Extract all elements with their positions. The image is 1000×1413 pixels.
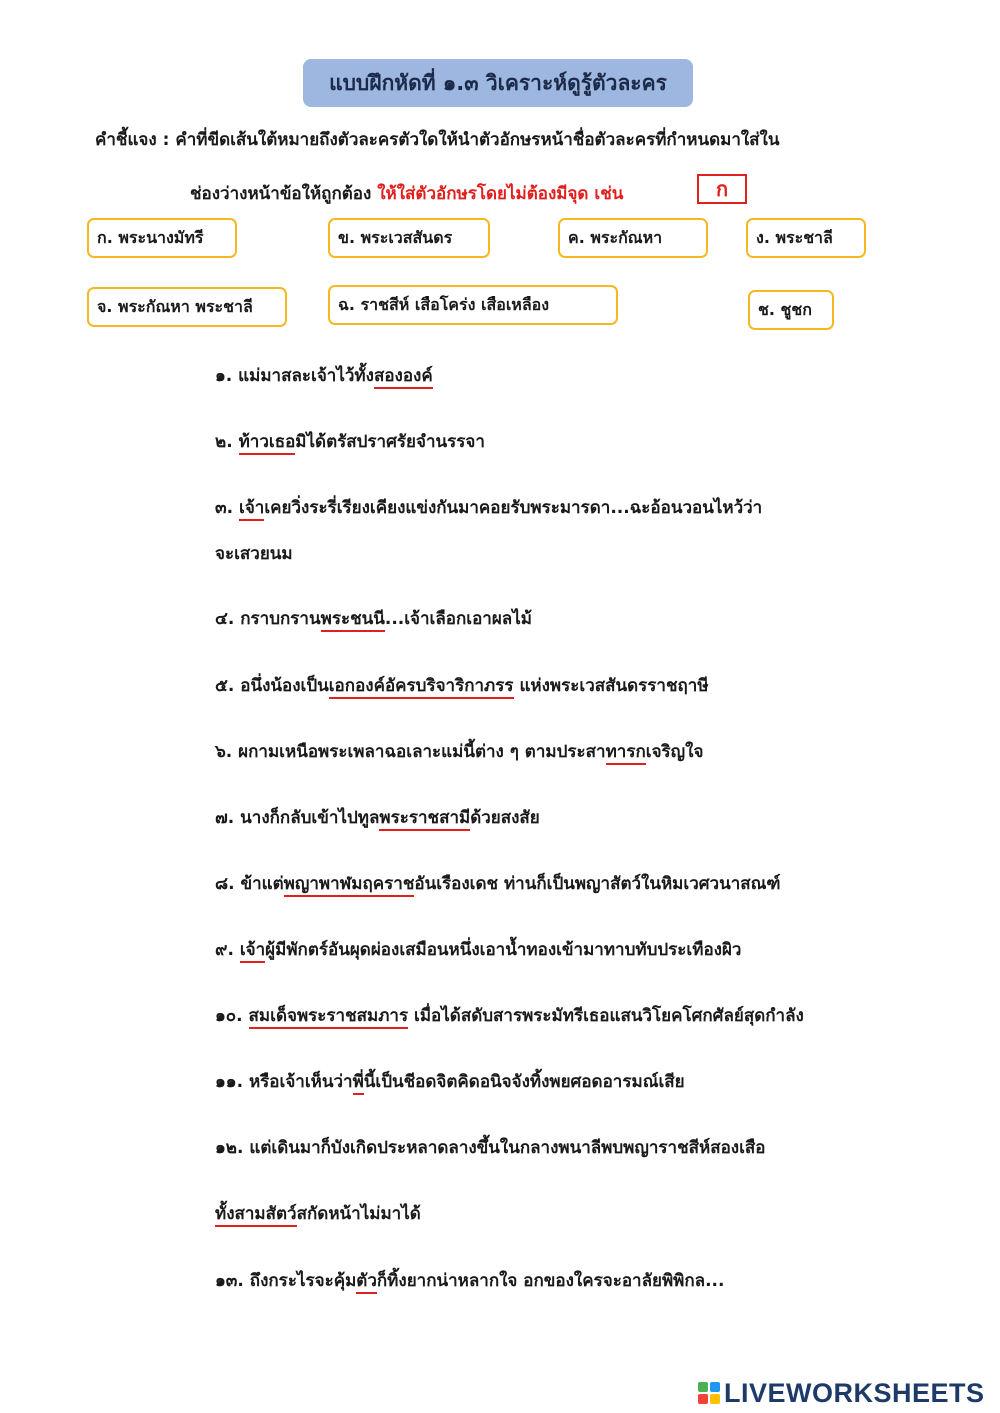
question-text: อันเรืองเดช ท่านก็เป็นพญาสัตว์ในหิมเวศวนาสณฑ์ xyxy=(414,874,781,894)
underlined-character: สมเด็จพระราชสมภาร xyxy=(249,1006,409,1029)
question-item xyxy=(215,1134,766,1161)
question-text: เจริญใจ xyxy=(645,742,704,762)
instruction-text: คำที่ขีดเส้นใต้หมายถึงตัวละครตัวใดให้นำตัวอักษรหน้าชื่อตัวละครที่กำหนดมาใส่ใน xyxy=(175,130,780,150)
question-text: มิได้ตรัสปราศรัยจำนรรจา xyxy=(295,432,485,452)
worksheet-title: แบบฝึกหัดที่ ๑.๓ วิเคราะห์ดูรู้ตัวละคร xyxy=(303,59,693,107)
option-card: ง. พระชาลี xyxy=(746,218,866,258)
option-card: ค. พระกัณหา xyxy=(558,218,708,258)
question-text: ด้วยสงสัย xyxy=(470,808,540,828)
question-item xyxy=(215,738,703,765)
question-text: เคยวิ่งระรี่เรียงเคียงแข่งกันมาคอยรับพระมารดา...ฉะอ้อนวอนไหว้ว่า xyxy=(264,498,763,518)
question-number: ๓. xyxy=(215,498,234,518)
logo-mark-icon xyxy=(698,1382,720,1404)
question-item xyxy=(215,672,709,699)
logo-text: LIVEWORKSHEETS xyxy=(724,1377,985,1408)
question-item xyxy=(215,494,762,521)
option-card: ช. ชูชก xyxy=(748,290,834,330)
underlined-character: เจ้า xyxy=(239,498,264,521)
question-number: ๑๑. xyxy=(215,1072,244,1092)
question-item xyxy=(215,1068,685,1095)
question-text: แห่งพระเวสสันดรราชฤาษี xyxy=(513,676,709,696)
question-number: ๑๓. xyxy=(215,1271,244,1291)
underlined-character: พญาพาฬมฤคราช xyxy=(284,874,415,897)
question-text: เมื่อได้สดับสารพระมัทรีเธอแสนวิโยคโศกศัลย์สุดกำลัง xyxy=(408,1006,804,1026)
question-text: อนึ่งน้องเป็น xyxy=(240,676,329,696)
question-text: ผกามเหนือพระเพลาฉอเลาะแม่นี้ต่าง ๆ ตามประสา xyxy=(238,742,606,762)
question-continuation: จะเสวยนม xyxy=(215,544,293,564)
underlined-character: พระชนนี xyxy=(321,609,385,632)
question-number: ๑๐. xyxy=(215,1006,243,1026)
instruction-text-2: ช่องว่างหน้าข้อให้ถูกต้อง xyxy=(190,184,372,204)
question-text: ...เจ้าเลือกเอาผลไม้ xyxy=(384,609,532,629)
question-item xyxy=(215,605,532,632)
underlined-character: สององค์ xyxy=(374,366,433,389)
question-number: ๔. xyxy=(215,609,235,629)
question-item xyxy=(215,804,540,831)
question-text: กราบกราน xyxy=(240,609,321,629)
option-card: จ. พระกัณหา พระชาลี xyxy=(87,287,287,327)
question-text: แต่เดินมาก็บังเกิดประหลาดลางขึ้นในกลางพนาลีพบพญาราชสีห์สองเสือ xyxy=(249,1138,766,1158)
question-text: แม่มาสละเจ้าไว้ทั้ง xyxy=(238,366,374,386)
instruction-line-1 xyxy=(95,126,779,153)
question-number: ๑๒. xyxy=(215,1138,244,1158)
underlined-character: พระราชสามี xyxy=(379,808,470,831)
option-card: ก. พระนางมัทรี xyxy=(87,218,237,258)
question-item xyxy=(215,1002,804,1029)
underlined-character: เอกองค์อัครบริจาริกาภรร xyxy=(329,676,514,699)
question-text: นี้เป็นชีอดจิตคิดอนิจจังทิ้งพยศอดอารมณ์เสีย xyxy=(363,1072,685,1092)
option-card: ข. พระเวสสันดร xyxy=(328,218,490,258)
question-item xyxy=(215,428,485,455)
question-number: ๕. xyxy=(215,676,235,696)
question-number: ๖. xyxy=(215,742,233,762)
underlined-character: ท้าวเธอ xyxy=(239,432,296,455)
underlined-character: เจ้า xyxy=(240,940,265,963)
question-number: ๑. xyxy=(215,366,233,386)
question-item xyxy=(215,870,781,897)
underlined-character: พี่ xyxy=(353,1072,364,1095)
question-item xyxy=(215,936,741,963)
question-number: ๘. xyxy=(215,874,235,894)
instruction-label: คำชี้แจง : xyxy=(95,130,170,150)
underlined-character: ทั้งสามสัตว์ xyxy=(215,1204,297,1227)
question-text: นางก็กลับเข้าไปทูล xyxy=(240,808,380,828)
question-number: ๒. xyxy=(215,432,233,452)
underlined-character: ตัว xyxy=(356,1271,377,1294)
question-text: ผู้มีพักตร์อันผุดผ่องเสมือนหนึ่งเอาน้ำทองเข้ามาทาบทับประเทืองผิว xyxy=(265,940,742,960)
question-text: สกัดหน้าไม่มาได้ xyxy=(296,1204,421,1224)
question-item xyxy=(215,1267,724,1294)
question-continuation xyxy=(215,1200,421,1227)
question-item xyxy=(215,362,433,389)
instruction-red-note: ให้ใส่ตัวอักษรโดยไม่ต้องมีจุด เช่น xyxy=(377,184,624,204)
question-text: ถึงกระไรจะคุ้ม xyxy=(249,1271,357,1291)
question-text: ข้าแต่ xyxy=(240,874,284,894)
question-text: หรือเจ้าเห็นว่า xyxy=(248,1072,353,1092)
sample-answer-box: ก xyxy=(697,174,747,204)
question-text: ก็ทิ้งยากน่าหลากใจ อกของใครจะอาลัยพิพิกล... xyxy=(376,1271,725,1291)
question-number: ๗. xyxy=(215,808,235,828)
instruction-line-2 xyxy=(190,180,623,207)
underlined-character: ทารก xyxy=(606,742,646,765)
question-number: ๙. xyxy=(215,940,234,960)
option-card: ฉ. ราชสีห์ เสือโคร่ง เสือเหลือง xyxy=(328,285,618,325)
liveworksheets-logo xyxy=(698,1378,985,1408)
